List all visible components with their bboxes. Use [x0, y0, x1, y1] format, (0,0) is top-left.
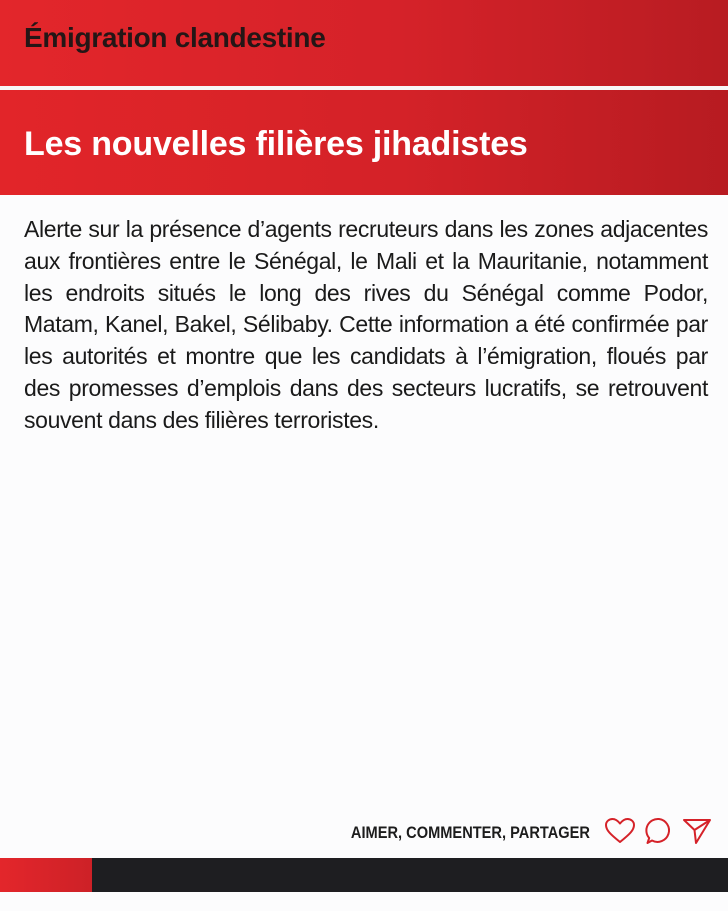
- cta-label: AIMER, COMMENTER, PARTAGER: [350, 823, 590, 842]
- share-icon[interactable]: [682, 817, 712, 850]
- engagement-bar: [312, 816, 712, 850]
- headline: Les nouvelles filières jihadistes: [24, 125, 528, 163]
- footer-accent-bar: [0, 858, 92, 892]
- footer-dark-bar: [92, 858, 728, 892]
- article-body: Alerte sur la présence d’agents recruteurs dans les zones adjacentes aux frontières entre le Sénégal, le Mali et la Mauritanie, notamment les endroits situés le long des rives du Sénégal comme Podor, Matam, Kanel, Bakel, Sélibaby. Cette information a été confirmée par les autorités et montre que les candidats à l’émigration, floués par des promesses d’emplois dans des secteurs lucratifs, se retrouvent souvent dans des filières terroristes.: [24, 216, 708, 433]
- category-label: Émigration clandestine: [24, 22, 326, 53]
- comment-icon[interactable]: [644, 816, 674, 851]
- heart-icon[interactable]: [604, 817, 636, 850]
